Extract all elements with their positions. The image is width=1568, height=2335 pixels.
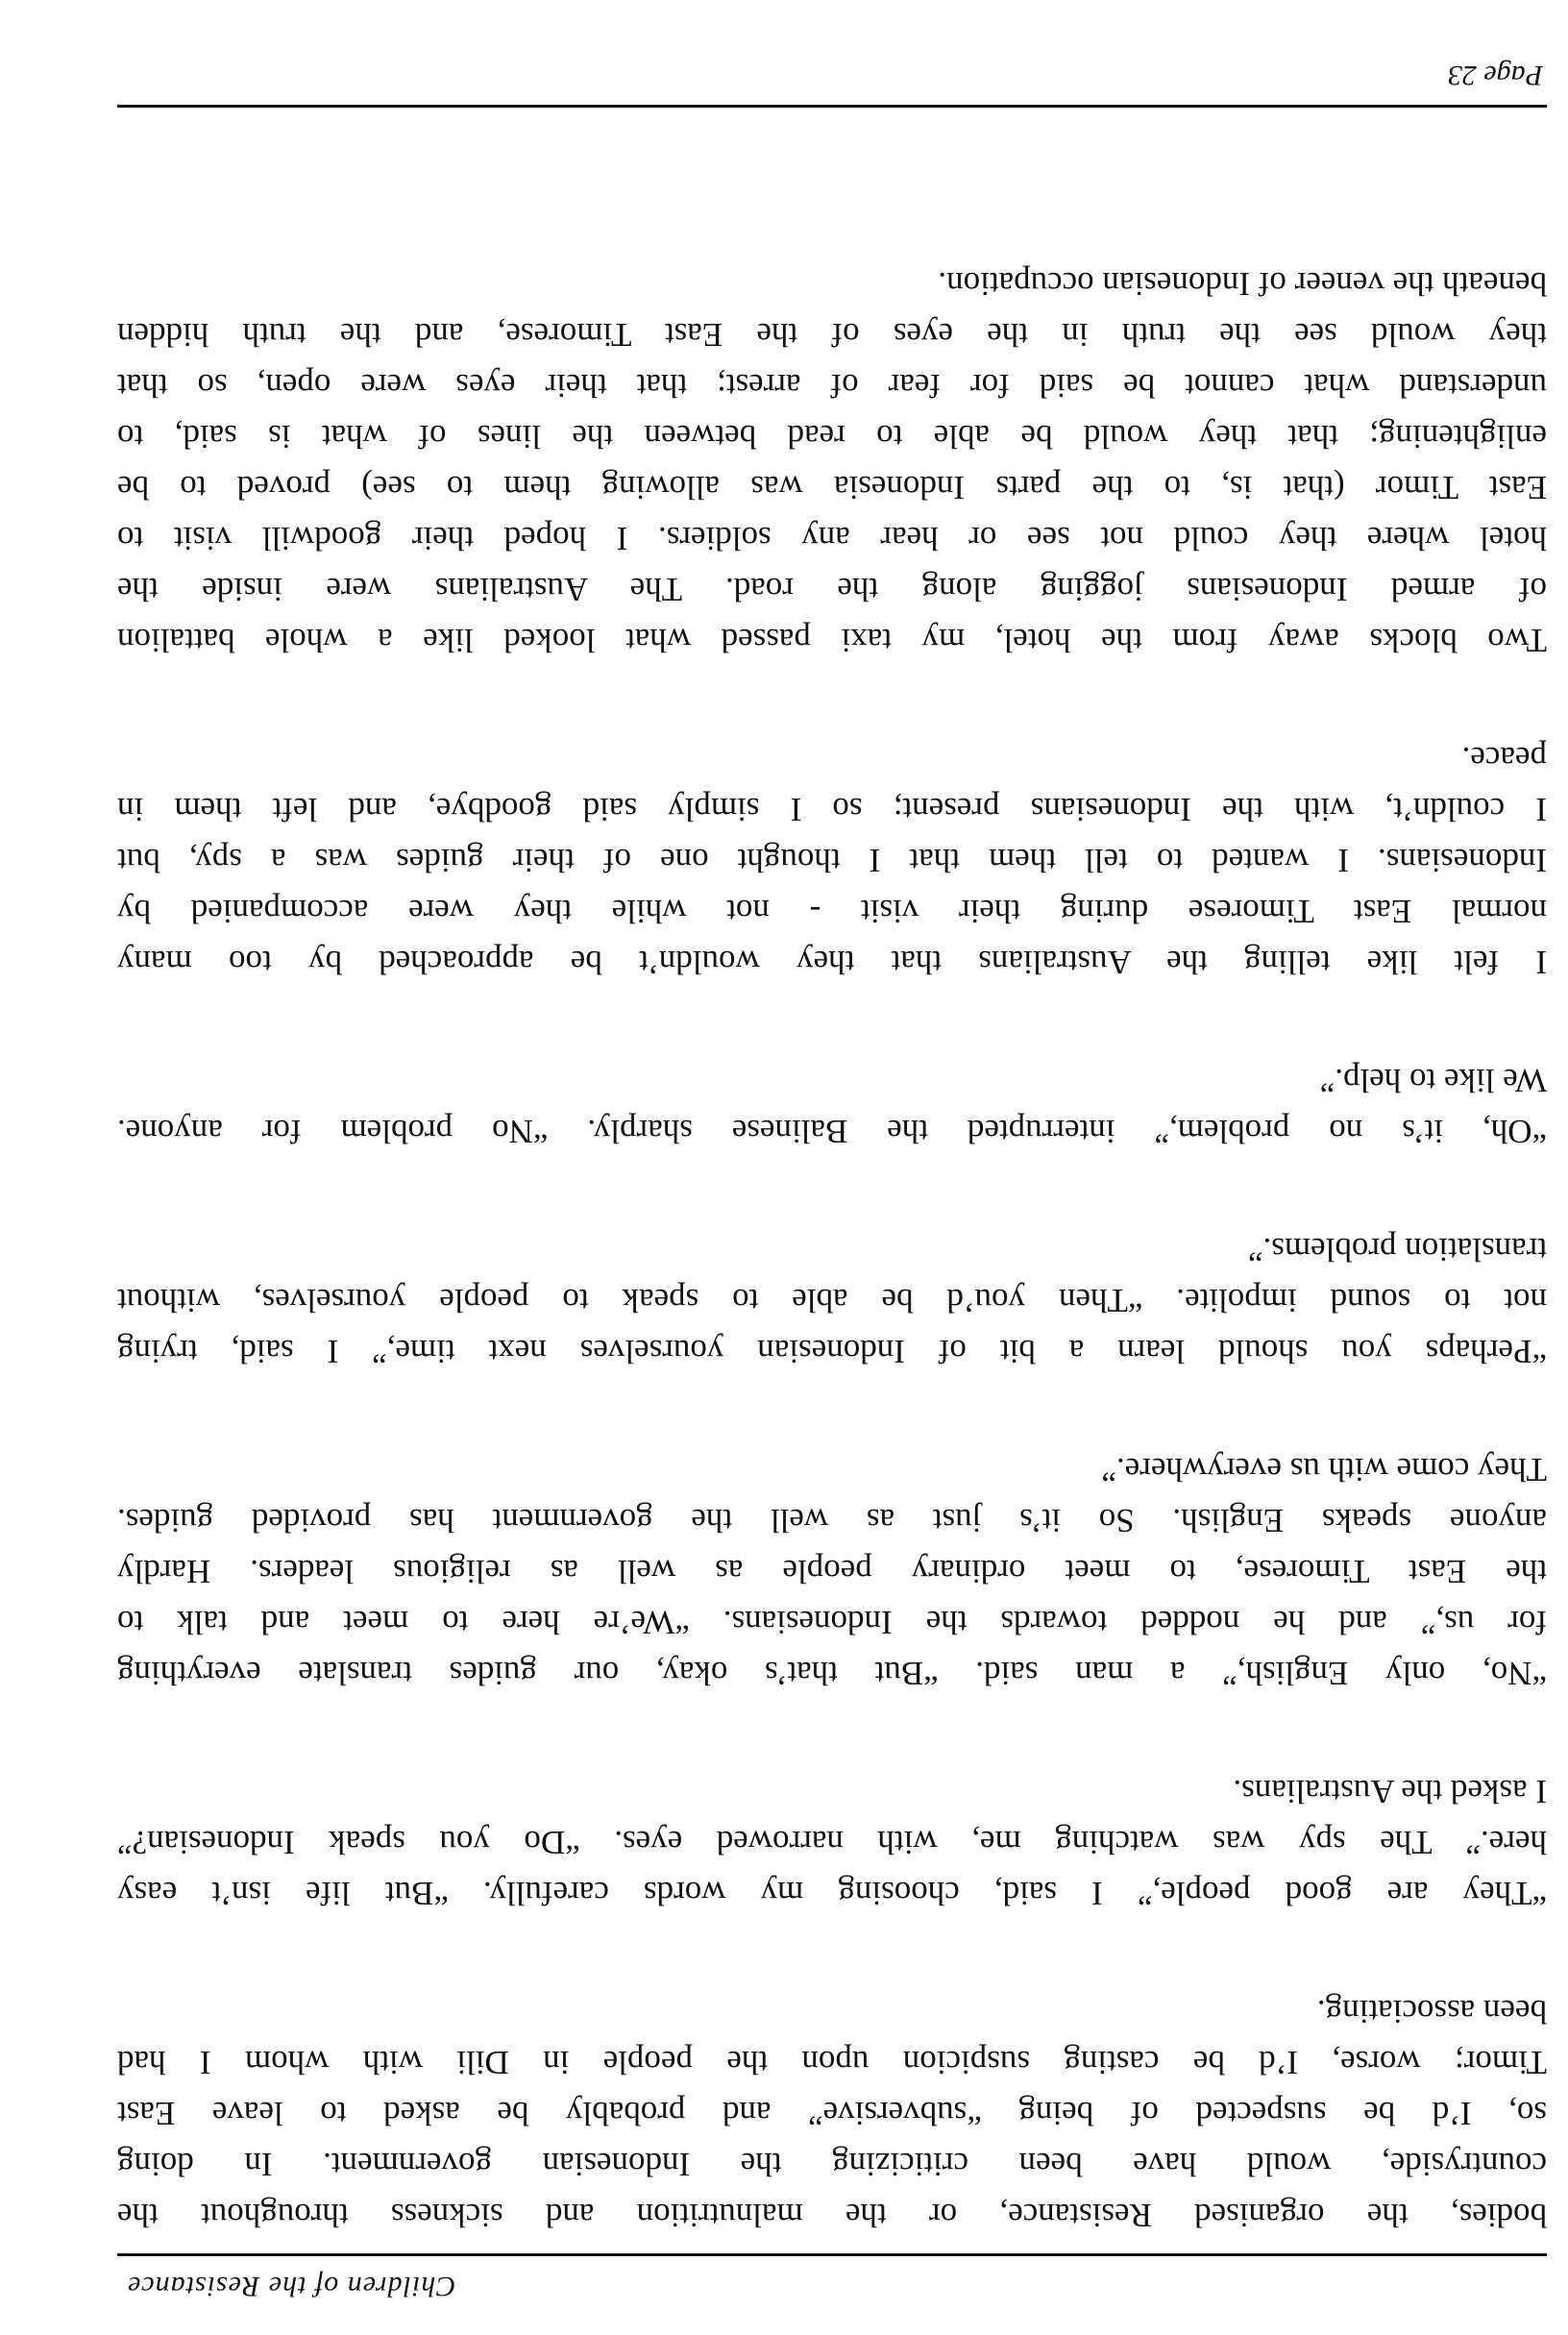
text-line: anyone speaks English. So it’s just as well the government has provided guides. [117, 1502, 1547, 1539]
text-line: beneath the veneer of Indonesian occupation. [938, 265, 1547, 303]
running-footer [117, 60, 1547, 108]
text-line: I asked the Australians. [1233, 1773, 1547, 1810]
paragraph [117, 1766, 1547, 1919]
text-line: I felt like telling the Australians that they wouldn’t be approached by too many [117, 944, 1547, 981]
text-line: not to sound impolite. “Then you’d be able to speak to people yourselves, without [117, 1282, 1547, 1319]
text-line: Indonesians. I wanted to tell them that I thought one of their guides was a spy, but [117, 842, 1547, 879]
paragraph [117, 1055, 1547, 1157]
paragraph [117, 1224, 1547, 1377]
text-line: the East Timorese, to meet ordinary people as well as religious leaders. Hardly [117, 1553, 1547, 1590]
text-line: of armed Indonesians jogging along the road. The Australians were inside the [117, 571, 1547, 608]
text-line: for us,” and he nodded towards the Indonesians. “We’re here to meet and talk to [117, 1604, 1547, 1641]
text-line: “Oh, it’s no problem,” interrupted the Balinese sharply. “No problem for anyone. [117, 1113, 1547, 1150]
text-line: East Timor (that is, to the parts Indonesia was allowing them to see) proved to be [117, 469, 1547, 506]
text-line: Two blocks away from the hotel, my taxi passed what looked like a whole battalion [117, 622, 1547, 659]
text-line: countryside, would have been criticizing the Indonesian government. In doing [117, 2146, 1547, 2183]
body-text [117, 191, 1547, 2241]
text-line: They come with us everywhere.” [1101, 1451, 1547, 1488]
text-line: been associating. [1316, 1993, 1547, 2030]
text-line: “They are good people,” I said, choosing my words carefully. “But life isn’t easy [117, 1875, 1547, 1912]
text-line: “Perhaps you should learn a bit of Indonesian yourselves next time,” I said, trying [117, 1333, 1547, 1370]
running-header [117, 2253, 1547, 2314]
text-line: here.” The spy was watching me, with narrowed eyes. “Do you speak Indonesian?” [117, 1824, 1547, 1861]
text-line: Timor; worse, I’d be casting suspicion upon the people in Dili with whom I had [117, 2044, 1547, 2081]
text-line: I couldn’t, with the Indonesians present; so I simply said goodbye, and left them in [117, 791, 1547, 828]
text-line: “No, only English,” a man said. “But that’s okay, our guides translate everything [117, 1655, 1547, 1692]
text-line: enlightening; that they would be able to read between the lines of what is said, to [117, 418, 1547, 455]
text-line: they would see the truth in the eyes of the East Timorese, and the truth hidden [117, 316, 1547, 354]
book-title: Children of the Resistance [127, 2271, 456, 2302]
paragraph [117, 1986, 1547, 2241]
text-line: so, I’d be suspected of being “subversive” and probably be asked to leave East [117, 2095, 1547, 2132]
text-line: bodies, the organised Resistance, or the malnutrition and sickness throughout the [117, 2197, 1547, 2234]
text-line: understand what cannot be said for fear of arrest; that their eyes were open, so that [117, 367, 1547, 405]
text-line: normal East Timorese during their visit - not while they were accompanied by [117, 893, 1547, 930]
paragraph [117, 258, 1547, 666]
text-line: We like to help.” [1319, 1062, 1547, 1099]
text-line: translation problems.” [1247, 1231, 1547, 1268]
paragraph [117, 733, 1547, 988]
text-line: peace. [1461, 740, 1547, 777]
paragraph [117, 1444, 1547, 1699]
text-line: hotel where they could not see or hear any soldiers. I hoped their goodwill visit to [117, 520, 1547, 557]
page-number: Page 23 [1447, 60, 1543, 91]
